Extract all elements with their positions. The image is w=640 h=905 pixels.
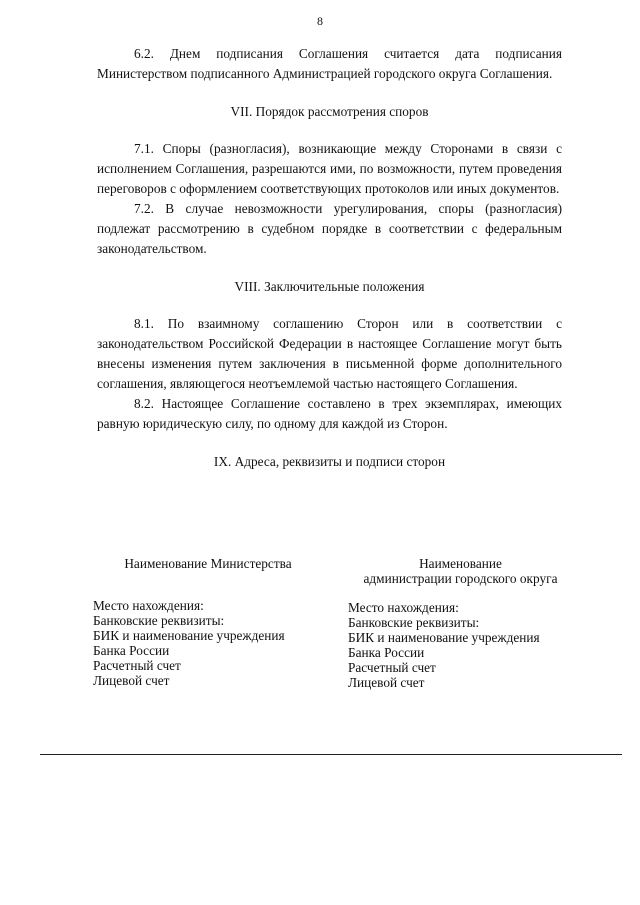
administration-fields <box>348 600 573 690</box>
administration-field-personal-account: Лицевой счет <box>348 675 425 690</box>
ministry-field-settlement-account: Расчетный счет <box>93 658 181 673</box>
section-7-heading: VII. Порядок рассмотрения споров <box>230 104 429 119</box>
administration-title-line2: администрации городского округа <box>363 571 558 586</box>
ministry-column <box>93 556 323 688</box>
section-8-heading: VIII. Заключительные положения <box>234 279 425 294</box>
administration-column <box>348 556 573 690</box>
ministry-field-location: Место нахождения: <box>93 598 204 613</box>
paragraph-7-2: 7.2. В случае невозможности урегулирования, споры (разногласия) подлежат рассмотрению в судебном порядке в соответствии с федеральным законодательством. <box>97 201 562 256</box>
paragraph-7-1: 7.1. Споры (разногласия), возникающие между Сторонами в связи с исполнением Соглашения, разрешаются ими, по возможности, путем проведения переговоров с оформлением соответствующих протоколов или иных документов. <box>97 141 562 196</box>
section-9-heading: IX. Адреса, реквизиты и подписи сторон <box>213 454 446 469</box>
ministry-field-bank-details: Банковские реквизиты: <box>93 613 225 628</box>
document-body <box>97 44 562 472</box>
paragraph-6-2: 6.2. Днем подписания Соглашения считается дата подписания Министерством подписанного Администрацией городского округа Соглашения. <box>97 46 562 81</box>
administration-field-bank-details: Банковские реквизиты: <box>348 615 480 630</box>
ministry-title: Наименование Министерства <box>124 556 292 571</box>
ministry-field-personal-account: Лицевой счет <box>93 673 170 688</box>
administration-field-bik: БИК и наименование учреждения <box>348 630 540 645</box>
administration-field-location: Место нахождения: <box>348 600 459 615</box>
page-number: 8 <box>317 14 323 28</box>
administration-field-bank-russia: Банка России <box>348 645 425 660</box>
paragraph-8-1: 8.1. По взаимному соглашению Сторон или в соответствии с законодательством Российской Федерации в настоящее Соглашение могут быть внесены изменения путем заключения в письменной форме дополнительного соглашения, являющегося неотъемлемой частью настоящего Соглашения. <box>97 316 562 391</box>
administration-field-settlement-account: Расчетный счет <box>348 660 436 675</box>
ministry-fields <box>93 598 323 688</box>
administration-title-line1: Наименование <box>419 556 502 571</box>
ministry-field-bank-russia: Банка России <box>93 643 170 658</box>
bottom-rule <box>40 754 622 755</box>
ministry-field-bik: БИК и наименование учреждения <box>93 628 285 643</box>
paragraph-8-2: 8.2. Настоящее Соглашение составлено в трех экземплярах, имеющих равную юридическую силу, по одному для каждой из Сторон. <box>97 396 562 431</box>
